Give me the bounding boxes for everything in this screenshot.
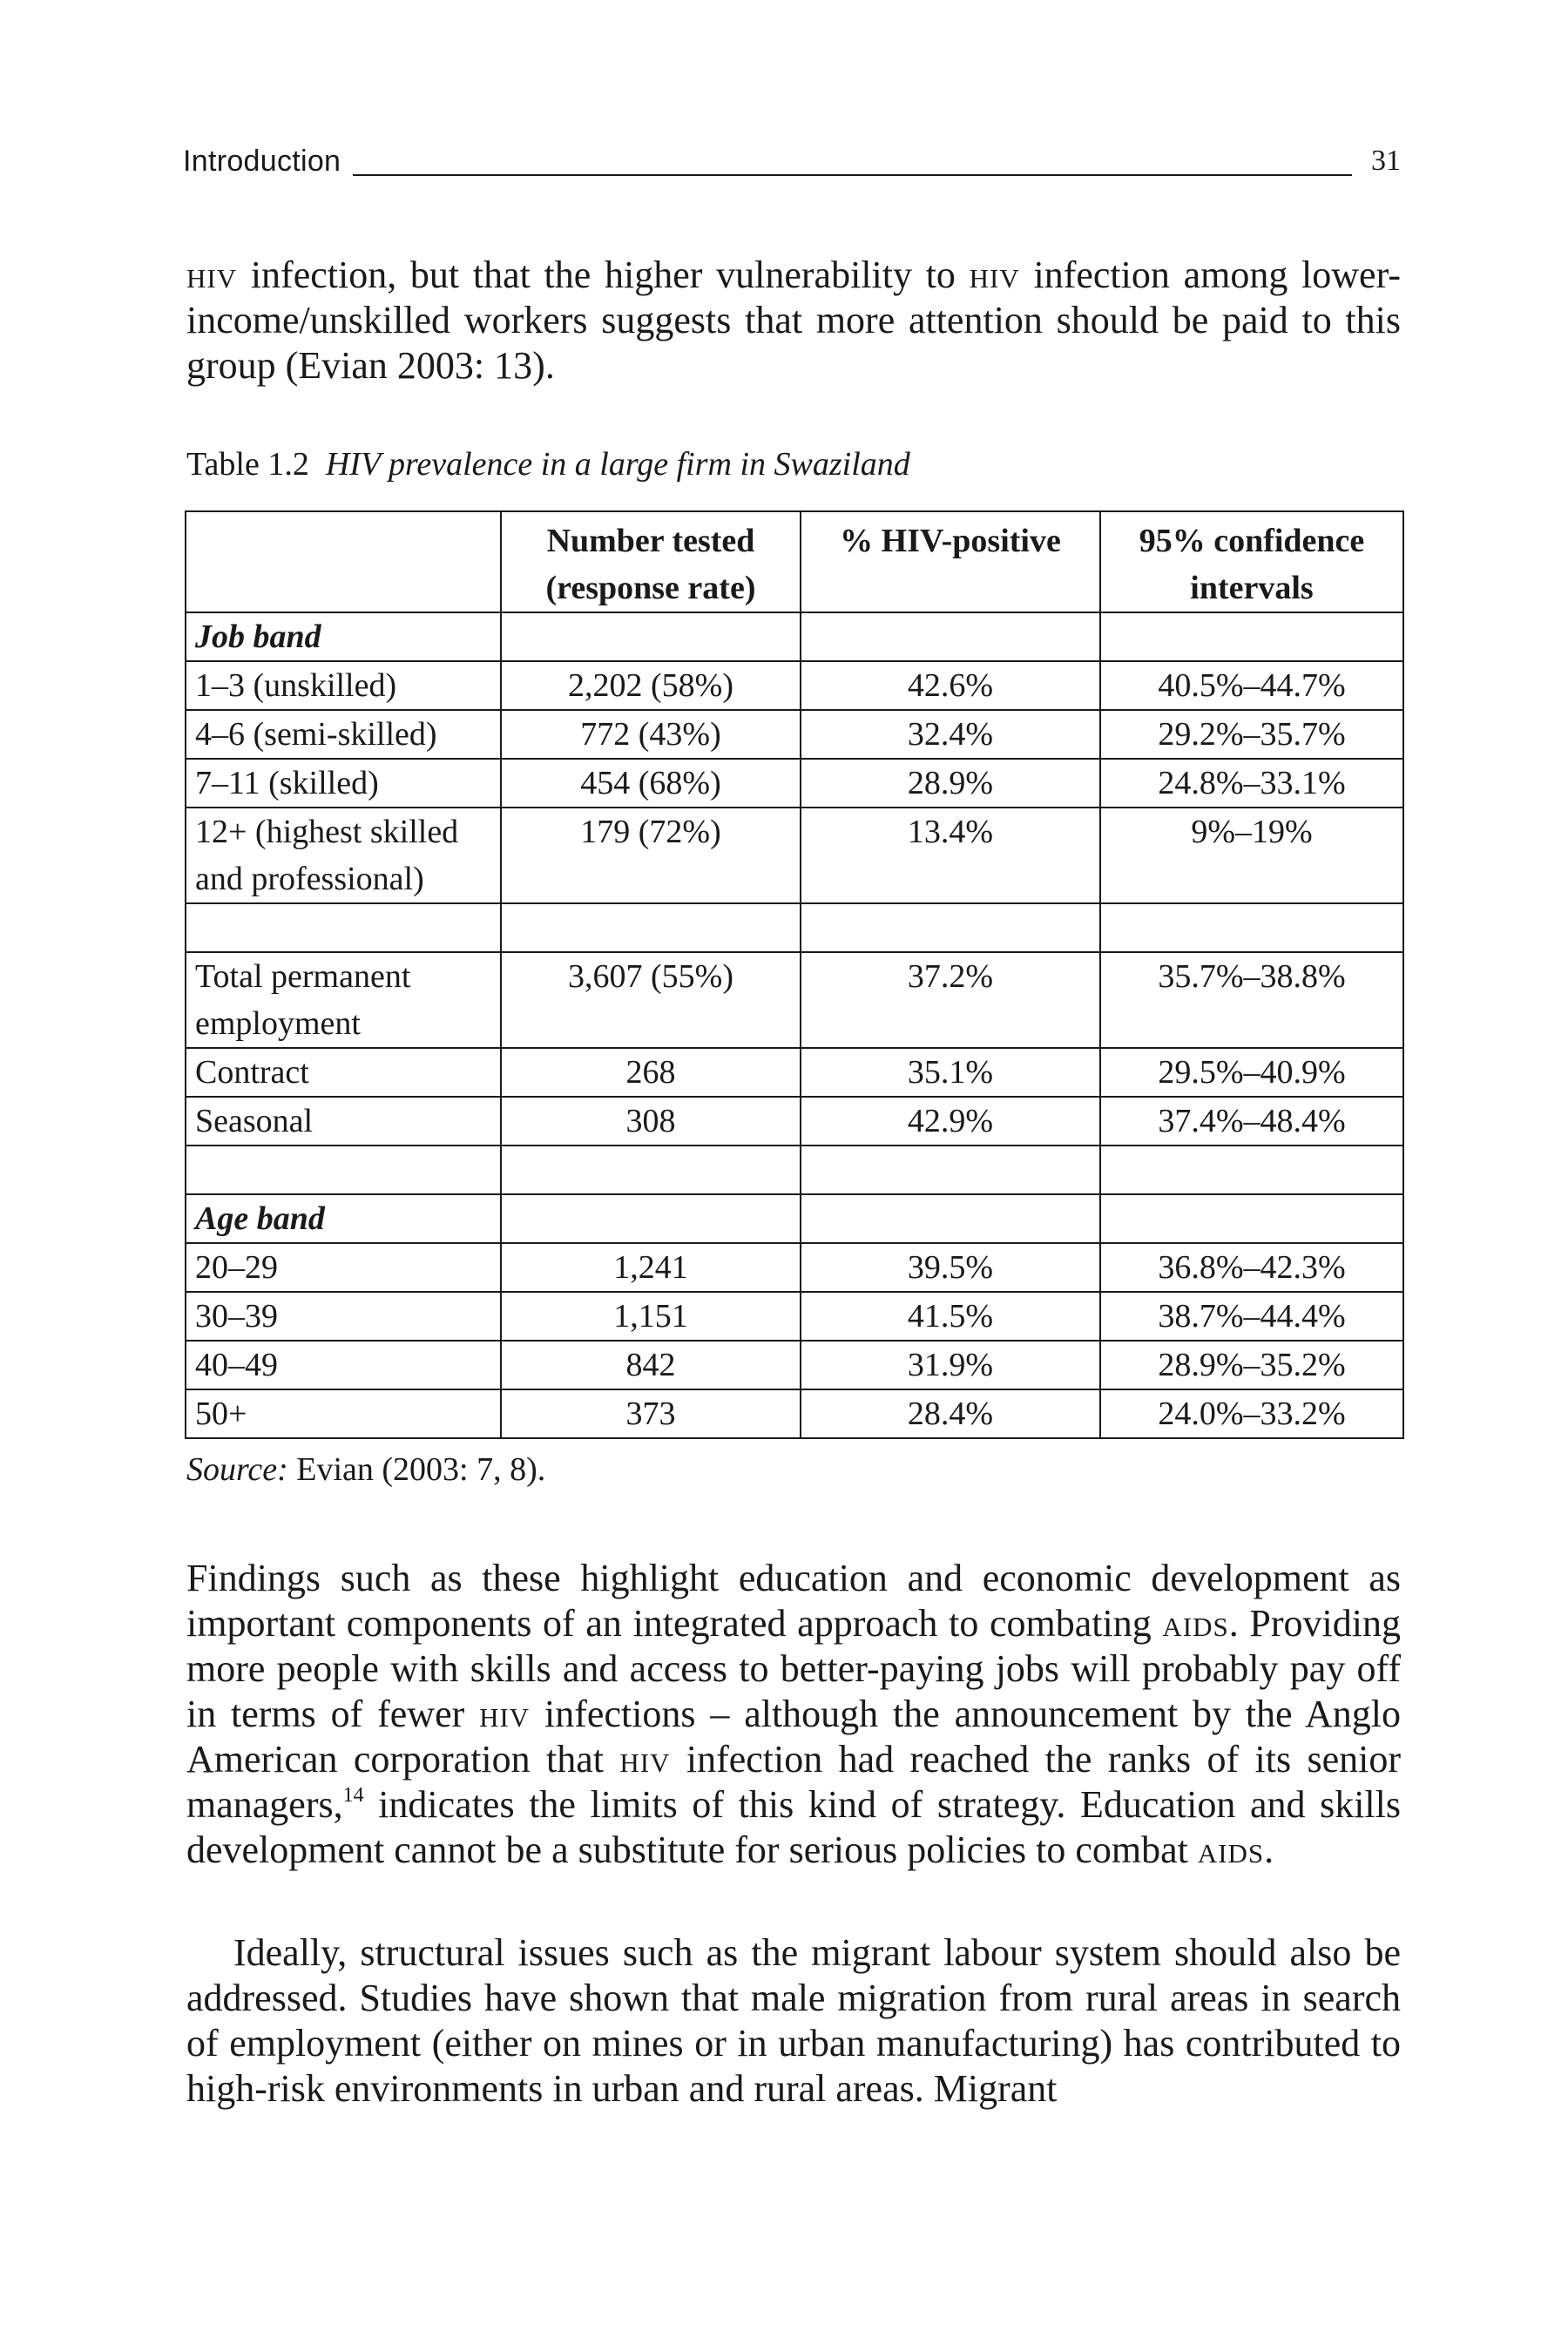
cell-hiv-positive: 41.5% — [801, 1292, 1100, 1341]
table-spacer-row — [186, 903, 1403, 952]
cell-number-tested: 373 — [501, 1389, 801, 1438]
cell-number-tested: 2,202 (58%) — [501, 661, 801, 710]
paragraph-findings — [186, 1556, 1401, 1873]
row-label: Contract — [186, 1048, 501, 1097]
abbr-aids: aids — [1197, 1828, 1265, 1871]
cell-hiv-positive: 35.1% — [801, 1048, 1100, 1097]
cell-number-tested — [501, 903, 801, 952]
running-head-section: Introduction — [183, 145, 341, 178]
cell-number-tested: 3,607 (55%) — [501, 952, 801, 1048]
cell-confidence-interval: 36.8%–42.3% — [1100, 1243, 1403, 1292]
row-label: 50+ — [186, 1389, 501, 1438]
intro-text: infection, but that the higher vulnerability to — [237, 253, 970, 296]
cell-hiv-positive — [801, 612, 1100, 661]
cell-confidence-interval: 38.7%–44.4% — [1100, 1292, 1403, 1341]
cell-number-tested: 1,151 — [501, 1292, 801, 1341]
row-label — [186, 1146, 501, 1194]
row-label: 4–6 (semi-skilled) — [186, 710, 501, 759]
cell-hiv-positive: 13.4% — [801, 808, 1100, 903]
cell-hiv-positive: 37.2% — [801, 952, 1100, 1048]
cell-confidence-interval: 24.8%–33.1% — [1100, 759, 1403, 808]
table-spacer-row — [186, 1146, 1403, 1194]
cell-hiv-positive: 28.4% — [801, 1389, 1100, 1438]
cell-hiv-positive: 39.5% — [801, 1243, 1100, 1292]
cell-confidence-interval: 37.4%–48.4% — [1100, 1097, 1403, 1146]
table-caption-title: HIV prevalence in a large firm in Swaziland — [325, 446, 910, 483]
row-label: 20–29 — [186, 1243, 501, 1292]
cell-confidence-interval — [1100, 1146, 1403, 1194]
table-row — [186, 1048, 1403, 1097]
cell-number-tested: 179 (72%) — [501, 808, 801, 903]
table-source — [186, 1450, 545, 1490]
cell-confidence-interval: 29.5%–40.9% — [1100, 1048, 1403, 1097]
footnote-marker: 14 — [342, 1784, 364, 1807]
row-label: 1–3 (unskilled) — [186, 661, 501, 710]
abbr-hiv: hiv — [969, 253, 1020, 296]
cell-hiv-positive: 31.9% — [801, 1341, 1100, 1389]
table-row — [186, 710, 1403, 759]
para2-text: infection had reached the ranks of its senior managers, — [186, 1738, 1401, 1826]
table-group-row — [186, 1194, 1403, 1243]
cell-number-tested — [501, 1194, 801, 1243]
row-label: 7–11 (skilled) — [186, 759, 501, 808]
prevalence-table — [185, 510, 1404, 1439]
cell-confidence-interval: 28.9%–35.2% — [1100, 1341, 1403, 1389]
para3-text: Ideally, structural issues such as the migrant labour system should also be addressed. Studies have shown that male migration from rural areas in search of employment (either on mines or in urban manufacturing) has contributed to high-risk environments in urban and rural areas. Migrant — [186, 1931, 1401, 2110]
table-caption — [186, 444, 910, 484]
row-label: 30–39 — [186, 1292, 501, 1341]
table-group-row — [186, 612, 1403, 661]
para2-text: infections – although the announcement by the Anglo American corporation that — [186, 1693, 1401, 1781]
header-number-tested: Number tested (response rate) — [501, 511, 801, 612]
abbr-hiv: hiv — [479, 1693, 531, 1735]
source-text: Evian (2003: 7, 8). — [287, 1451, 546, 1488]
cell-hiv-positive: 42.6% — [801, 661, 1100, 710]
table-row — [186, 1389, 1403, 1438]
table-row — [186, 1341, 1403, 1389]
source-label: Source: — [186, 1451, 288, 1488]
cell-hiv-positive — [801, 1146, 1100, 1194]
cell-confidence-interval: 40.5%–44.7% — [1100, 661, 1403, 710]
table-caption-label: Table 1.2 — [186, 446, 309, 483]
cell-confidence-interval — [1100, 1194, 1403, 1243]
cell-number-tested: 1,241 — [501, 1243, 801, 1292]
header-confidence-intervals: 95% confidence intervals — [1100, 511, 1403, 612]
para2-text: Findings such as these highlight education and economic development as important components of an integrated approach to combating — [186, 1557, 1401, 1645]
cell-number-tested — [501, 612, 801, 661]
table-body — [186, 612, 1403, 1438]
table-row — [186, 952, 1403, 1048]
intro-text: infection among lower-income/unskilled workers suggests that more attention should be paid to this group (Evian 2003: 13). — [186, 253, 1402, 387]
table-row — [186, 1097, 1403, 1146]
row-label: 12+ (highest skilled and professional) — [186, 808, 501, 903]
row-label: 40–49 — [186, 1341, 501, 1389]
abbr-aids: aids — [1162, 1602, 1229, 1645]
table-row — [186, 808, 1403, 903]
header-blank — [186, 511, 501, 612]
cell-number-tested: 454 (68%) — [501, 759, 801, 808]
table-row — [186, 759, 1403, 808]
cell-hiv-positive: 28.9% — [801, 759, 1100, 808]
cell-confidence-interval — [1100, 612, 1403, 661]
row-label — [186, 903, 501, 952]
cell-confidence-interval: 29.2%–35.7% — [1100, 710, 1403, 759]
cell-confidence-interval: 24.0%–33.2% — [1100, 1389, 1403, 1438]
row-label: Seasonal — [186, 1097, 501, 1146]
row-label: Job band — [186, 612, 501, 661]
para2-text: . Providing more people with skills and access to better-paying jobs will probably pay off in terms of fewer — [186, 1602, 1401, 1735]
cell-hiv-positive: 32.4% — [801, 710, 1100, 759]
cell-number-tested — [501, 1146, 801, 1194]
cell-number-tested: 772 (43%) — [501, 710, 801, 759]
para2-text: indicates the limits of this kind of strategy. Education and skills development cannot be a substitute for serious policies to combat — [186, 1783, 1401, 1871]
cell-hiv-positive — [801, 1194, 1100, 1243]
cell-confidence-interval: 35.7%–38.8% — [1100, 952, 1403, 1048]
cell-confidence-interval: 9%–19% — [1100, 808, 1403, 903]
row-label: Age band — [186, 1194, 501, 1243]
row-label: Total permanent employment — [186, 952, 501, 1048]
cell-number-tested: 308 — [501, 1097, 801, 1146]
cell-hiv-positive — [801, 903, 1100, 952]
para2-text: . — [1264, 1828, 1274, 1871]
page-number: 31 — [1371, 145, 1401, 177]
header-hiv-positive: % HIV-positive — [801, 511, 1100, 612]
table-row — [186, 1243, 1403, 1292]
cell-number-tested: 268 — [501, 1048, 801, 1097]
cell-hiv-positive: 42.9% — [801, 1097, 1100, 1146]
table-header-row — [186, 511, 1403, 612]
table-row — [186, 1292, 1403, 1341]
abbr-hiv: hiv — [186, 253, 238, 296]
paragraph-migrant-labour — [186, 1930, 1401, 2112]
cell-number-tested: 842 — [501, 1341, 801, 1389]
cell-confidence-interval — [1100, 903, 1403, 952]
running-head — [183, 138, 1401, 179]
running-head-rule — [353, 174, 1352, 176]
table-row — [186, 661, 1403, 710]
intro-paragraph — [186, 253, 1401, 389]
abbr-hiv: hiv — [619, 1738, 671, 1781]
